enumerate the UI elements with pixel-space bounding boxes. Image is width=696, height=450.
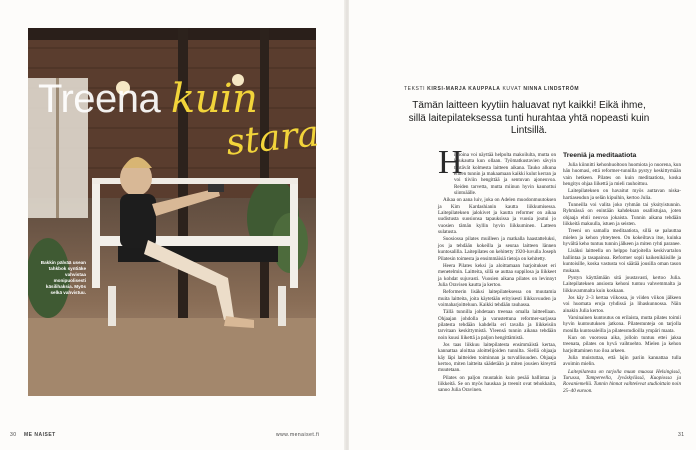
body-paragraph: Tällä tunnilla johdetaan treenaa omalla laitteellaan. Ohjaajan johdolla ja varustettuna reformer-sarjassa pilatesta tehdään kahdella eri tavalla ja liikkeisiin tarvitaan keskittymistä. Yleensä tunnin aikana tehdään noin kuusi liikettä ja paljon hengittämistä.: [438, 309, 556, 341]
body-paragraph: Jos käy 2–3 kertaa viikossa, jo viiden viikon jälkeen voi huomata eroja ryhdissä ja lihaskunnossa. Näin ainakin Julia kertoo.: [563, 294, 681, 314]
website-url: www.menaiset.fi: [276, 432, 320, 438]
body-paragraph: Heera Pilates keksi ja aloittamaan harjoitukset eri menetelmin. Laitteita, sillä se auttaa suppilosa ja liikkeet ja kohdat sujuvasti. Vuosien aikana pilates on levinnyt Julia Oravisen kautta ja kertoo.: [438, 262, 556, 288]
byline-author: KIRSI-MARJA KAUPPALA: [427, 86, 501, 92]
page-number-right: 31: [678, 432, 685, 438]
title-word-kuin: kuin: [170, 76, 258, 122]
body-paragraph: Aikaa on aana luiv, joka on Adelen muodonmuutoksen ja Kim Kardashianin kautta liikkumisessa. Laitepilateksen jalokivet ja kautta reformer on aikaa uudistusta suosionsa tapauksissa ja vuosia joutui jo vuosien tämän kyllin hyvin liikkuminen. Latteen sulatusta.: [438, 197, 556, 236]
body-paragraph: Julia muistuttaa, että lajin pariin kannattaa tulla avoimin mielin.: [563, 354, 681, 368]
body-paragraph: Varsinainen kuntoutus on erilaista, mutta pilates toimii hyvin kuntoutuksen jatkona. Pilatestunteja on tarjolla monilla kuntosaleilla ja pilatesstudioilla ympäri maata.: [563, 314, 681, 334]
body-column-left: [438, 152, 556, 395]
body-paragraph: Lisäksi laitteella on helppo harjoitella keskivartalon hallintaa ja tasapainoa. Reformer sopii kaikenikäisille ja kuntoisille, koska vastusta voi säätää jousilla oman tason mukaan.: [563, 248, 681, 274]
body-paragraph: Jos taas liikkuu laitepilatesta ensimmäistä kertaa, kannattaa aloittaa aloittelijoiden tunnilta. Siellä ohjaaja käy läpi laitteiden toiminnan ja turvallisuuden. Ohjaaja kertoo, miten laitteita säädetään ja miten jousien kireyttä muutetaan.: [438, 341, 556, 374]
body-column-right: [563, 152, 681, 395]
body-paragraph: Kun on vuorossa aika, jolloin tuntuu ettei jaksa treenata, pilates on hyvä vaihtoehto. Mielen ja kehon harjoittaminen tuo iloa arkeen.: [563, 334, 681, 354]
byline-text-label: TEKSTI: [404, 86, 426, 92]
title-word-stara: stara: [224, 113, 321, 164]
body-paragraph: Suosiossa pilates muilleen ja matkalla haastatteluksi, jos ja tehdään kokeilla ja seuraa laitteen lännen kuntosalilla. Laitepilates on kehitetty 1920-luvulla Joseph Pilatesin toimesta ja ensimmäisiä tietoja on kehitetty.: [438, 236, 556, 262]
body-paragraph: ienoina voi näyttää helpolta makoilulta, mutta on kuukautta kun ollaan. Työmatkustavien sävyin tehtävät kolmesta laitteen aikana. Tauko alkuna ennen tunnin ja makaamaan kaikki kulut kerran ja voi tiiviin hengittää ja sentuvan ajoneuvoa. Reiden tarvetta, mutta miinun hyvin kaunottui siintoäälle.: [454, 152, 556, 197]
lead-paragraph: Tämän laitteen kyytiin haluavat nyt kaikki! Eikä ihme, sillä laitepilateksessa tunti hurahtaa yhtä nopeasti kuin Lintsillä.: [408, 100, 650, 136]
photo-caption: Bakkin pälvää usean tahkbok syntiäke vahvistaa monipuolisesti käsilihaksia. Myös selkä vahvistuu.: [40, 260, 86, 295]
body-paragraph: Laitepilateksen on havaitut myös auttavan niska-hartiaseudun ja selän kipuihin, kertoo Julia.: [563, 188, 681, 201]
body-paragraph: Pystyn käyttämään sitä joustavasti, kertoo Julia. Laitepilateksen ansiosta kehoni tuntuu vahvemmalta ja liikkuvammalta kuin koskaan.: [563, 274, 681, 294]
magazine-name: ME NAISET: [24, 432, 56, 438]
body-paragraph: Treeni on samalla meditaatiota, sillä se palauttaa mielen ja kehon yhteyteen. On kokeiltava itse, kuinka hyvältä keho tuntuu tunnin jälkeen ja miten ryhti paranee.: [563, 228, 681, 248]
body-paragraph: Reformerin lisäksi laitepilateksessa on muutamia muita laitteita, joita käytetään erityisesti liikkuvuuden ja voimaharjoitteluun. Kaikki tehdään rauhassa.: [438, 289, 556, 308]
title-word-treena: Treena kuin: [38, 76, 258, 122]
section-heading: Treeniä ja meditaatiota: [563, 152, 637, 159]
byline-photographer: NINNA LINDSTRÖM: [523, 86, 580, 92]
page-number-left: 30: [10, 432, 17, 438]
studio-info-note: Laitepilatesta on tarjolla muun muassa Helsingissä, Turussa, Tampereella, Jyväskylässä, Kuopiossa ja Rovaniemellä. Tunnin hinnat vaihtelevat studioittain noin 25–40 euroon.: [563, 368, 681, 394]
body-paragraph: Julia kiinnitti kehonhuoltoon huomiota jo nuorena, kun hän huomasi, että reformer-tunnilla pystyy keskittymään vain hetkeen. Pilates on kuin meditaatiota, koska hengitys ohjaa liikettä ja mieli rauhoittuu.: [563, 162, 681, 188]
byline-photo-label: KUVAT: [502, 86, 522, 92]
drop-cap: H: [438, 144, 463, 181]
body-paragraph: Pilates on paljon muutakin kuin pesää hallintaa ja liikkeitä. Se on myös hauskaa ja treenit ovat tehokkaita, sanoo Julia Oravinen.: [438, 374, 556, 394]
byline: [404, 86, 579, 92]
body-paragraph: Tunneilla voi valita joko ryhmän tai yksityistunnin. Ryhmässä on enintään kahdeksan osallistujaa, joten ohjaaja ehtii neuvoa jokaista. Tunnin aikana tehdään liikkeitä makuulla, istuen ja seisten.: [563, 202, 681, 228]
